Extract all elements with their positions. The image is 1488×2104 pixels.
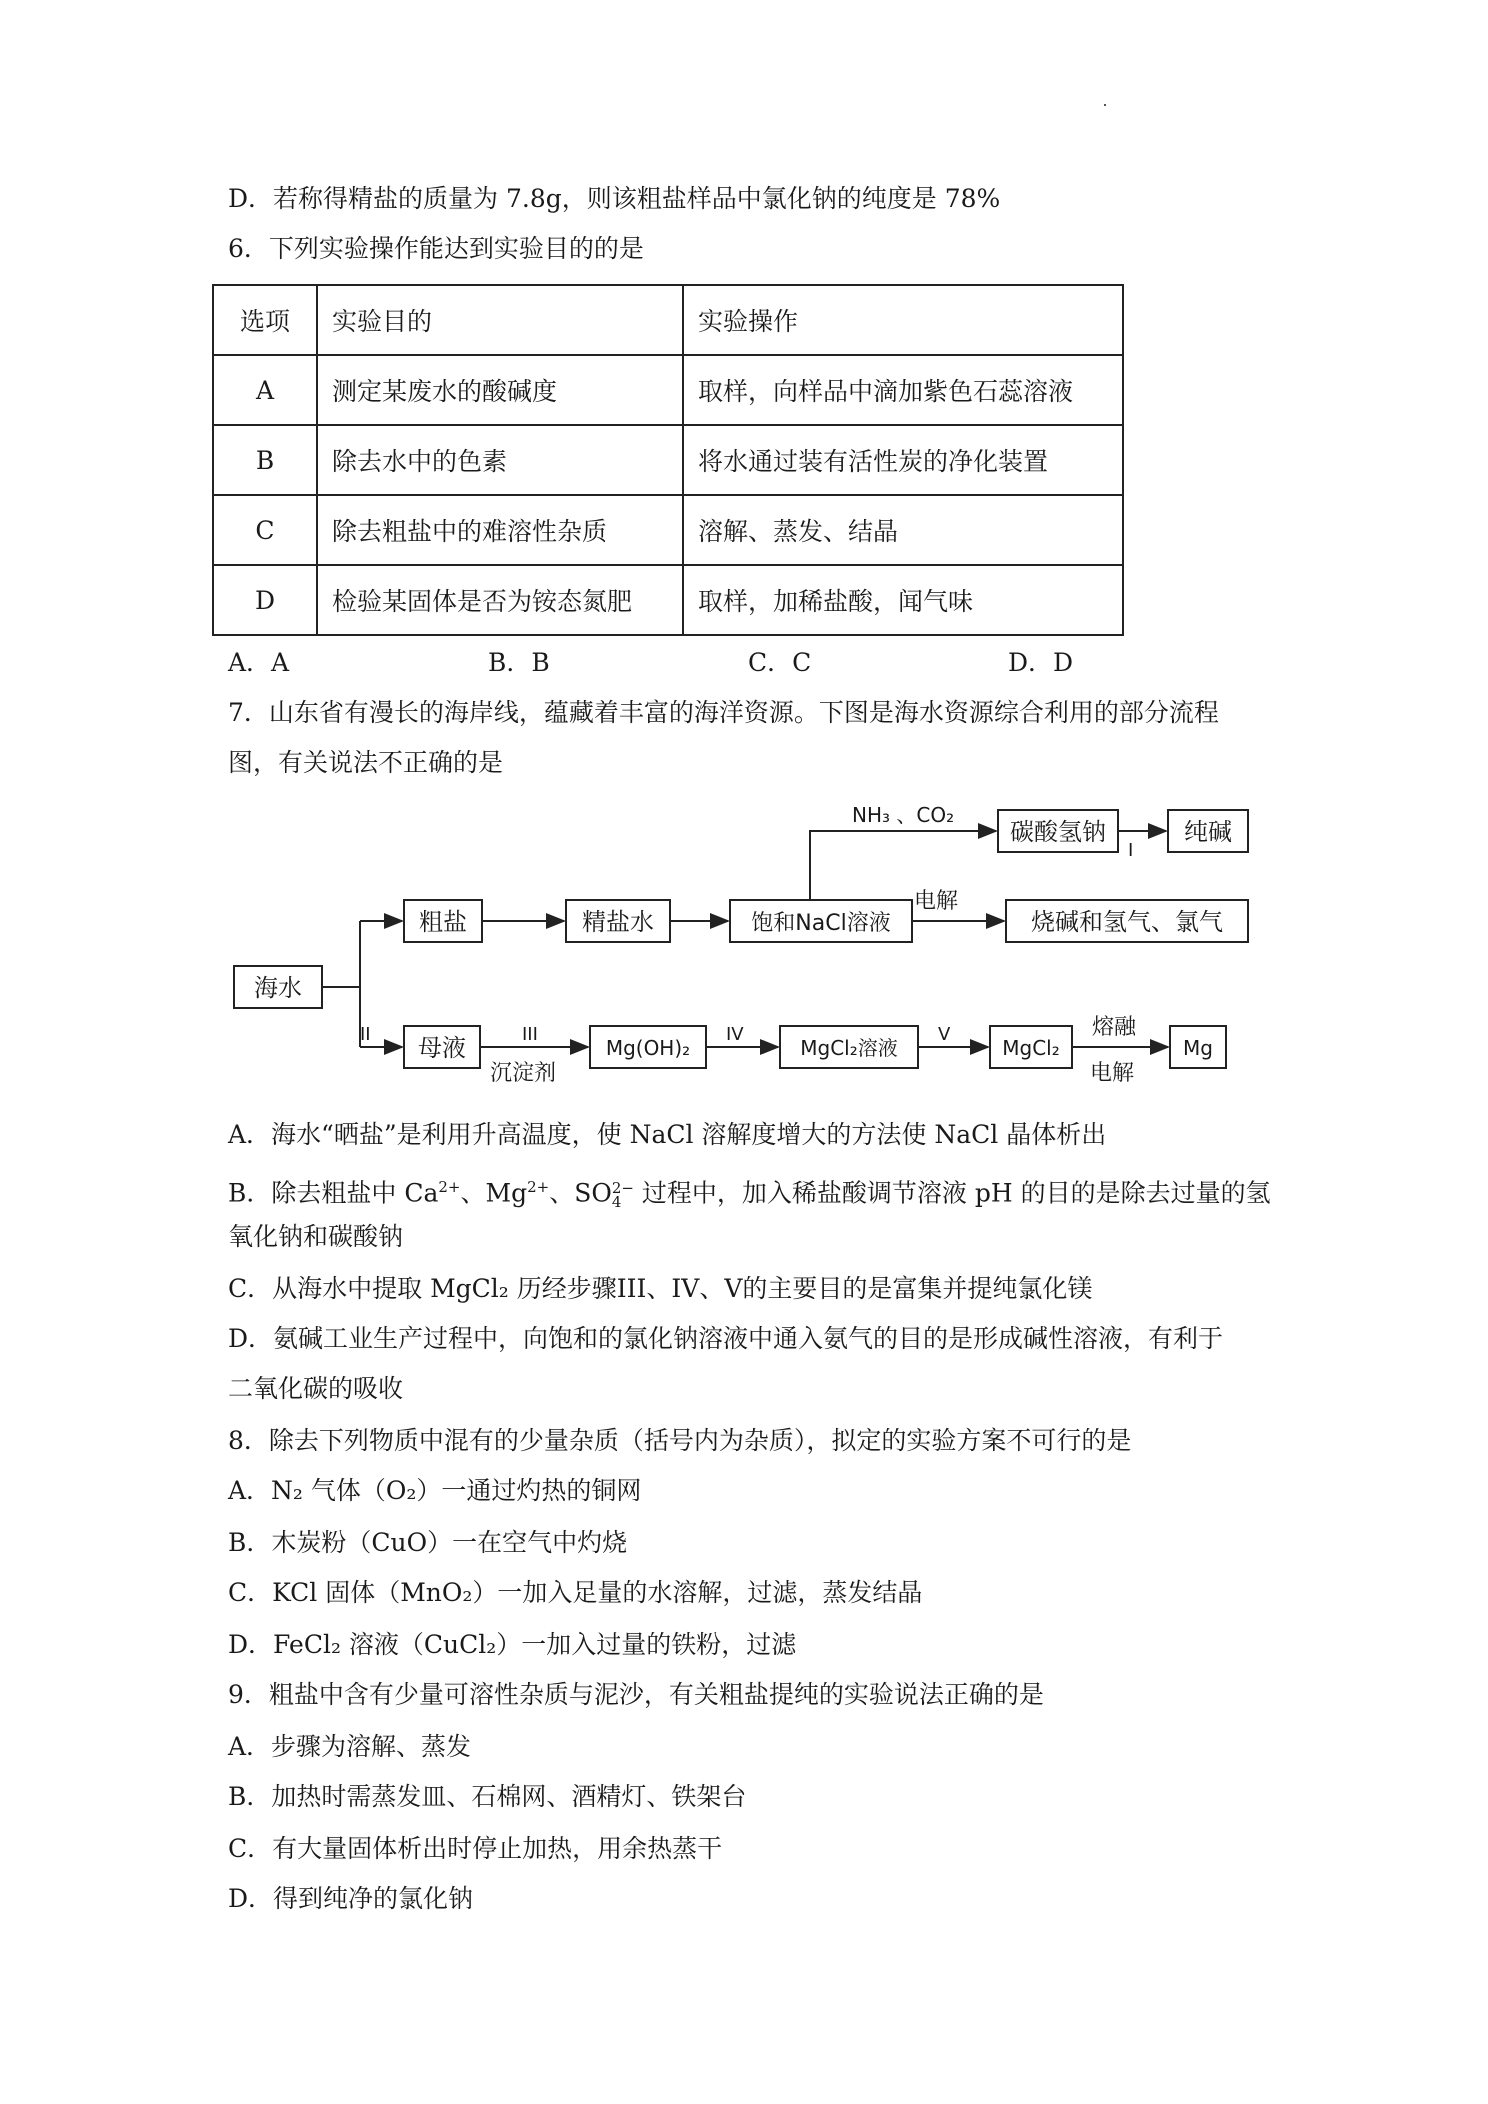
page-speck [1104, 104, 1106, 106]
q7-option-b-text: B．除去粗盐中 Ca [228, 1178, 439, 1208]
q8-option-b: B．木炭粉（CuO）一在空气中灼烧 [228, 1528, 628, 1557]
q7-option-d-line2: 二氧化碳的吸收 [228, 1374, 404, 1403]
table-row [213, 495, 1123, 565]
ion-charge: 2+ [527, 1178, 550, 1196]
table-cell: 溶解、蒸发、结晶 [683, 495, 1123, 565]
table-cell: 除去水中的色素 [317, 425, 683, 495]
q9-stem: 9．粗盐中含有少量可溶性杂质与泥沙，有关粗盐提纯的实验说法正确的是 [228, 1680, 1044, 1709]
arrow-to-nahco3 [810, 831, 996, 900]
q6-option-a: A．A [228, 648, 290, 677]
q7-option-b-text: 过程中，加入稀盐酸调节溶液 pH 的目的是除去过量的氢 [633, 1178, 1271, 1208]
label-electrolysis-2: 电解 [1090, 1061, 1135, 1086]
q6-table [212, 284, 1124, 636]
label-caustic: 烧碱和氢气、氯气 [1031, 908, 1223, 936]
q9-option-c: C．有大量固体析出时停止加热，用余热蒸干 [228, 1834, 723, 1863]
label-sat-nacl: 饱和NaCl溶液 [751, 911, 891, 936]
table-cell: 取样，加稀盐酸，闻气味 [683, 565, 1123, 635]
table-row [213, 355, 1123, 425]
q6-option-d: D．D [1008, 648, 1074, 677]
q7-option-b-line2: 氧化钠和碳酸钠 [228, 1222, 404, 1251]
ion-charge: 2+ [438, 1178, 461, 1196]
q7-option-b-line1 [228, 1170, 1271, 1210]
table-cell: A [213, 355, 317, 425]
ion-charge: 2− [611, 1178, 634, 1197]
table-cell: D [213, 565, 317, 635]
q6-option-c: C．C [748, 648, 812, 677]
q9-option-a: A．步骤为溶解、蒸发 [228, 1732, 472, 1761]
label-mg: Mg [1183, 1036, 1213, 1060]
table-cell: 将水通过装有活性炭的净化装置 [683, 425, 1123, 495]
q7-option-a: A．海水“晒盐”是利用升高温度，使 NaCl 溶解度增大的方法使 NaCl 晶体析出 [228, 1120, 1107, 1149]
label-step-III: III [522, 1024, 538, 1045]
q8-option-c: C．KCl 固体（MnO₂）一加入足量的水溶解，过滤，蒸发结晶 [228, 1578, 923, 1607]
label-mgoh2: Mg(OH)₂ [605, 1036, 691, 1060]
label-precipitant: 沉淀剂 [490, 1061, 557, 1086]
table-row [213, 565, 1123, 635]
q7-option-b-text: 、SO [549, 1178, 612, 1208]
q6-option-b: B．B [488, 648, 550, 677]
table-row [213, 425, 1123, 495]
q7-option-b-text: 、Mg [460, 1178, 528, 1208]
label-seawater: 海水 [254, 974, 302, 1002]
ion-subscript: 4 [611, 1192, 622, 1211]
label-molten: 熔融 [1092, 1015, 1137, 1040]
q7-option-c: C．从海水中提取 MgCl₂ 历经步骤III、IV、V的主要目的是富集并提纯氯化镁 [228, 1274, 1093, 1303]
label-step-V: V [938, 1024, 951, 1045]
q5-option-d: D．若称得精盐的质量为 7.8g，则该粗盐样品中氯化钠的纯度是 78% [228, 184, 1001, 213]
table-cell: B [213, 425, 317, 495]
header-cell: 实验目的 [317, 285, 683, 355]
q9-option-b: B．加热时需蒸发皿、石棉网、酒精灯、铁架台 [228, 1782, 747, 1811]
label-mgcl2-solution: MgCl₂溶液 [800, 1036, 898, 1060]
seawater-flow-diagram [228, 790, 1268, 1090]
label-nahco3: 碳酸氢钠 [1010, 818, 1106, 846]
label-brine: 精盐水 [582, 908, 654, 936]
q8-option-d: D．FeCl₂ 溶液（CuCl₂）一加入过量的铁粉，过滤 [228, 1630, 797, 1659]
q9-option-d: D．得到纯净的氯化钠 [228, 1884, 474, 1913]
table-cell: 检验某固体是否为铵态氮肥 [317, 565, 683, 635]
label-mother-liquor: 母液 [418, 1034, 466, 1062]
label-step-II: II [360, 1024, 371, 1045]
q8-option-a: A．N₂ 气体（O₂）一通过灼热的铜网 [228, 1476, 642, 1505]
table-header-row [213, 285, 1123, 355]
label-step-IV: IV [726, 1024, 744, 1045]
label-nh3-co2: NH₃ 、CO₂ [852, 803, 955, 827]
label-soda: 纯碱 [1184, 818, 1232, 846]
label-mgcl2: MgCl₂ [1002, 1036, 1060, 1060]
q7-stem-line1: 7．山东省有漫长的海岸线，蕴藏着丰富的海洋资源。下图是海水资源综合利用的部分流程 [228, 698, 1219, 727]
q7-stem-line2: 图，有关说法不正确的是 [228, 748, 504, 777]
label-electrolysis: 电解 [914, 889, 959, 914]
table-cell: 除去粗盐中的难溶性杂质 [317, 495, 683, 565]
table-cell: C [213, 495, 317, 565]
q6-stem: 6．下列实验操作能达到实验目的的是 [228, 234, 644, 263]
table-cell: 测定某废水的酸碱度 [317, 355, 683, 425]
label-crude-salt: 粗盐 [419, 908, 467, 936]
table-cell: 取样，向样品中滴加紫色石蕊溶液 [683, 355, 1123, 425]
header-cell: 实验操作 [683, 285, 1123, 355]
label-step-I: I [1128, 840, 1134, 861]
header-cell: 选项 [213, 285, 317, 355]
q8-stem: 8．除去下列物质中混有的少量杂质（括号内为杂质），拟定的实验方案不可行的是 [228, 1426, 1132, 1455]
q7-option-d-line1: D．氨碱工业生产过程中，向饱和的氯化钠溶液中通入氨气的目的是形成碱性溶液，有利于 [228, 1324, 1224, 1353]
